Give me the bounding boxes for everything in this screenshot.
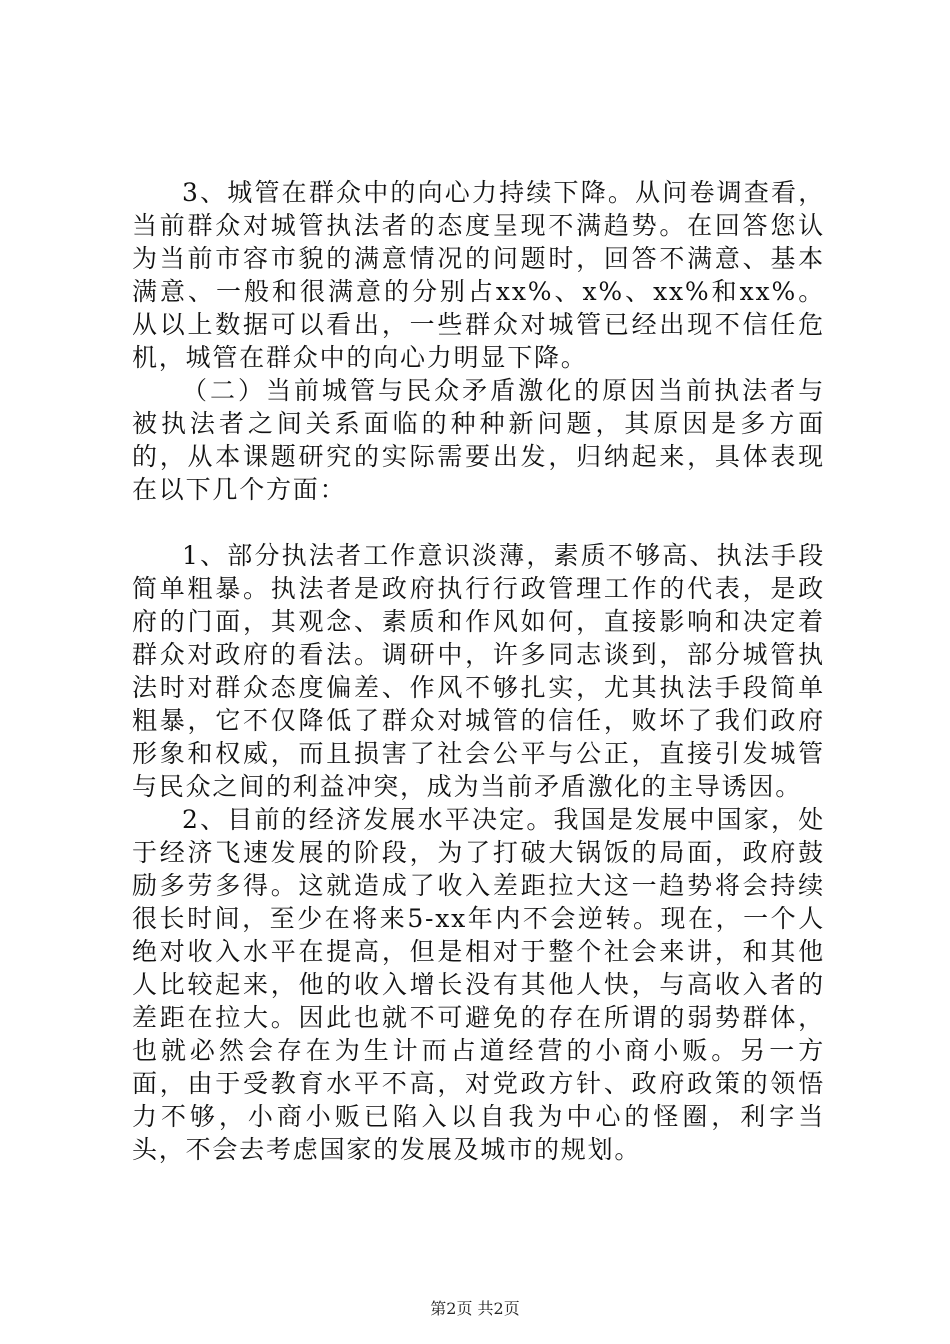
paragraph-city-management-cohesion: 3、城管在群众中的向心力持续下降。从问卷调查看，当前群众对城管执法者的态度呈现不满趋势。在回答您认为当前市容市貌的满意情况的问题时，回答不满意、基本满意、一般和很满意的分别占xx%、x%、xx%和xx%。从以上数据可以看出，一些群众对城管已经出现不信任危机，城管在群众中的向心力明显下降。	[132, 178, 825, 372]
paragraph-conflict-causes: （二）当前城管与民众矛盾激化的原因当前执法者与被执法者之间关系面临的种种新问题，其原因是多方面的，从本课题研究的实际需要出发，归纳起来，具体表现在以下几个方面：	[132, 376, 825, 504]
paragraph-economic-development: 2、目前的经济发展水平决定。我国是发展中国家，处于经济飞速发展的阶段，为了打破大锅饭的局面，政府鼓励多劳多得。这就造成了收入差距拉大这一趋势将会持续很长时间，至少在将来5-xx年内不会逆转。现在，一个人绝对收入水平在提高，但是相对于整个社会来讲，和其他人比较起来，他的收入增长没有其他人快，与高收入者的差距在拉大。因此也就不可避免的存在所谓的弱势群体，也就必然会存在为生计而占道经营的小商小贩。另一方面，由于受教育水平不高，对党政方针、政府政策的领悟力不够，小商小贩已陷入以自我为中心的怪圈，利字当头，不会去考虑国家的发展及城市的规划。	[132, 805, 825, 1164]
paragraph-enforcer-quality: 1、部分执法者工作意识淡薄，素质不够高、执法手段简单粗暴。执法者是政府执行行政管理工作的代表，是政府的门面，其观念、素质和作风如何，直接影响和决定着群众对政府的看法。调研中，许多同志谈到，部分城管执法时对群众态度偏差、作风不够扎实，尤其执法手段简单粗暴，它不仅降低了群众对城管的信任，败坏了我们政府形象和权威，而且损害了社会公平与公正，直接引发城管与民众之间的利益冲突，成为当前矛盾激化的主导诱因。	[132, 541, 825, 801]
document-body	[132, 176, 825, 1166]
page-footer: 第2页 共2页	[430, 1299, 520, 1318]
